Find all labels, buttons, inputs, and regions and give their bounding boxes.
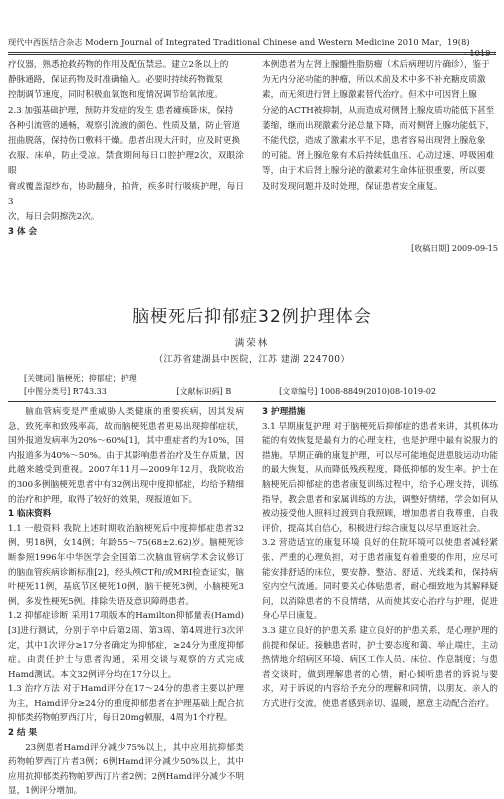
prev-left-line: 扭曲脱落，保持伤口敷料干燥。患者出现大汗时，应及时更换 xyxy=(8,136,241,147)
prev-right-line: 等，由于术后肾上腺分泌的激素对生命体征很重要，所以要 xyxy=(262,166,486,177)
prev-right-line: 不能代偿，造成了激素水平不足，患者容易出现肾上腺危象 xyxy=(262,136,486,147)
abstract-rule xyxy=(8,401,496,402)
body-paragraph: 3.3 建立良好的护患关系 建立良好的护患关系，是心理护理的前提和保证。接触患者时，护士要态度和蔼、举止端庄，主动热情地介绍病区环境、病区工作人员、床位、作息制度；与患者交谈时，做到理解患者的心情，耐心倾听患者的诉说与要求，对于诉说的内容给予充分的理解和同情，以朋友、亲人的方式进行交流，使患者感到亲切、温暖，愿意主动配合治疗。 xyxy=(262,625,498,709)
prev-right-line: 分泌的ACTH被抑制，从而造成对侧肾上腺皮质功能低下甚至 xyxy=(262,105,495,116)
prev-left-line: 衣服、床单，防止受凉。禁食期间每日口腔护理2次，双眼涂眼 xyxy=(8,151,244,177)
prev-left-line: 疗仪器，熟悉抢救药物的作用及配伍禁忌。建立2条以上的 xyxy=(8,60,229,70)
prev-right-line: 的可能。肾上腺危象有术后持续低血压、心动过速、呼吸困难 xyxy=(262,151,495,162)
article-affiliation: （江苏省建湖县中医院，江苏 建湖 224700） xyxy=(153,355,351,365)
prev-left-line: 膏或覆盖湿纱布，协助翻身，拍背，疾多时行吸痰护理，每日3 xyxy=(8,181,244,207)
body-paragraph: 3.1 早期康复护理 对于脑梗死后抑郁症的患者来讲，其机体功能的有效恢复是最有力的心理支柱，也是护理中最有说服力的措施。早期正确的康复护理，可以尽可能地促进患肢运动功能的最大恢复，从而降低残疾程度，降低抑郁的发生率。护士在脑梗死后抑郁症的患者康复训练过程中，给予心理支持，训练指导，教会患者和家属训练的方法，调整好情绪，学会如何从被动接受他人照料过渡到自我照顾，增加患者自我尊重，自我评价，提高其自信心，积极进行综合康复以尽早重返社会。 xyxy=(262,421,498,534)
keywords: [关键词] 脑梗死；抑郁症；护理 xyxy=(24,374,137,383)
header-rule-thin xyxy=(8,54,496,55)
journal-info: 现代中西医结合杂志 Modern Journal of Integrated Traditional Chinese and Western Medicine 2010 Mar，19(8) xyxy=(8,37,470,47)
prev-left-line: 次，每日会阴擦洗2次。 xyxy=(8,212,100,223)
body-right-column xyxy=(262,405,498,711)
prev-right-line: 及时发现问题并及时处理，保证患者安全康复。 xyxy=(262,181,443,192)
prev-left-line: 静脉通路，保证药物及时准确输入。必要时持续药物微泵 xyxy=(8,75,223,86)
article-title: 脑梗死后抑郁症32例护理体会 xyxy=(132,307,372,327)
classification-row xyxy=(24,386,484,397)
header-rule xyxy=(8,52,496,53)
clc-number: [中图分类号] R743.33 xyxy=(24,387,107,396)
body-left-column xyxy=(8,405,244,799)
prev-right-line: 萎缩，继而出现激素分泌总量下降，而对侧肾上腺功能低下， xyxy=(262,120,495,131)
section-heading: 1 临床资料 xyxy=(8,509,52,520)
prev-right-line: 为无内分泌功能的肿瘤，所以术前及术中多不补充糖皮质激 xyxy=(262,75,486,86)
section-heading: 3 护理措施 xyxy=(262,407,306,417)
prev-article-left xyxy=(8,58,244,240)
prev-left-line: 各种引流管的通畅，观察引流液的颜色、性质及量，防止管道 xyxy=(8,120,241,131)
body-paragraph: 1.2 抑郁症诊断 采用17项版本的Hamilton抑郁量表(Hamd)[3]进行测试，分别于卒中后第2周、第3周、第4周进行3次评定，其中1次评分≥17分者确定为抑郁症，≥24分为重度抑郁症。由责任护士与患者沟通，采用交谈与观察的方式完成Hamd测试。本文32例评分均在17分以上。 xyxy=(8,611,244,680)
document-code: [文献标识码] B xyxy=(176,387,232,396)
received-date: [收稿日期] 2009-09-15 xyxy=(411,244,498,253)
prev-right-line: 本例患者为左肾上腺髓性脂肪瘤（术后病理切片确诊），鉴于 xyxy=(262,60,490,70)
prev-article-right xyxy=(262,58,498,195)
article-author: 满荣林 xyxy=(234,338,270,349)
section-heading: 3 体 会 xyxy=(8,227,38,238)
body-paragraph: 3.2 营造适宜的康复环境 良好的住院环境可以使患者减轻紧张、严重的心理负担，对于患者康复有着重要的作用，应尽可能安排舒适的床位，要安静、整洁、舒适、光线柔和，保持病室内空气流通。同时要关心体贴患者，耐心细致地为其解释疑问，以消除患者的不良情绪，从而使其安心治疗与护理，促进身心早日康复。 xyxy=(262,538,498,622)
prev-right-line: 素，而无须进行肾上腺激素替代治疗。但术中可因肾上腺 xyxy=(262,90,477,101)
article-number: [文章编号] 1008-8849(2010)08-1019-02 xyxy=(279,387,437,396)
page-number: · 1019 · xyxy=(463,48,496,58)
section-heading: 2 结 果 xyxy=(8,728,38,739)
intro-paragraph: 脑血管病变是严重威胁人类健康的重要疾病，因其发病急，致死率和致残率高，故而脑梗死患者更易出现抑郁症状，国外报道发病率为20%～60%[1]，其中重症者约为10%，国内报道多为40%～50%。由于其影响患者治疗及生存质量，因此越来越受到重视。2007年11月—2009年12月，我院收治的300多例脑梗死患者中有32例出现中度抑郁症，均给予精细的治疗和护理，取得了较好的效果，现报道如下。 xyxy=(8,407,244,505)
body-paragraph: 1.1 一般资料 我院上述时期收治脑梗死后中度抑郁症患者32例，男18例，女14例；年龄55～75(68±2.62)岁。脑梗死诊断参照1996年中华医学会全国第二次脑血管病学术会议修订的脑血管疾病诊断标准[2]，经头颅CT和/或MRI检查证实，脑叶梗死11例，基底节区梗死10例，脑干梗死3例，小脑梗死3例，多发性梗死5例。排除失语及意识障碍患者。 xyxy=(8,523,244,607)
prev-left-line: 2.3 加强基础护理，预防并发症的发生 患者瘫痪卧床，保持 xyxy=(8,105,234,116)
prev-left-line: 控制调节速度，同时积极血氧饱和度情况调节给氧浓度。 xyxy=(8,90,223,101)
body-paragraph: 23例患者Hamd评分减少75%以上，其中应用抗抑郁类药物帕罗西汀片者3例；6例Hamd评分减少50%以上，其中应用抗抑郁类药物帕罗西汀片者2例；2例Hamd评分减少不明显，1例评分增加。 xyxy=(8,742,244,797)
body-paragraph: 1.3 治疗方法 对于Hamd评分在17～24分的患者主要以护理为主，Hamd评分≥24分的重度抑郁患者在护理基础上配合抗抑郁类药物帕罗西汀片，每日20mg顿服，4周为1个疗程。 xyxy=(8,684,244,724)
